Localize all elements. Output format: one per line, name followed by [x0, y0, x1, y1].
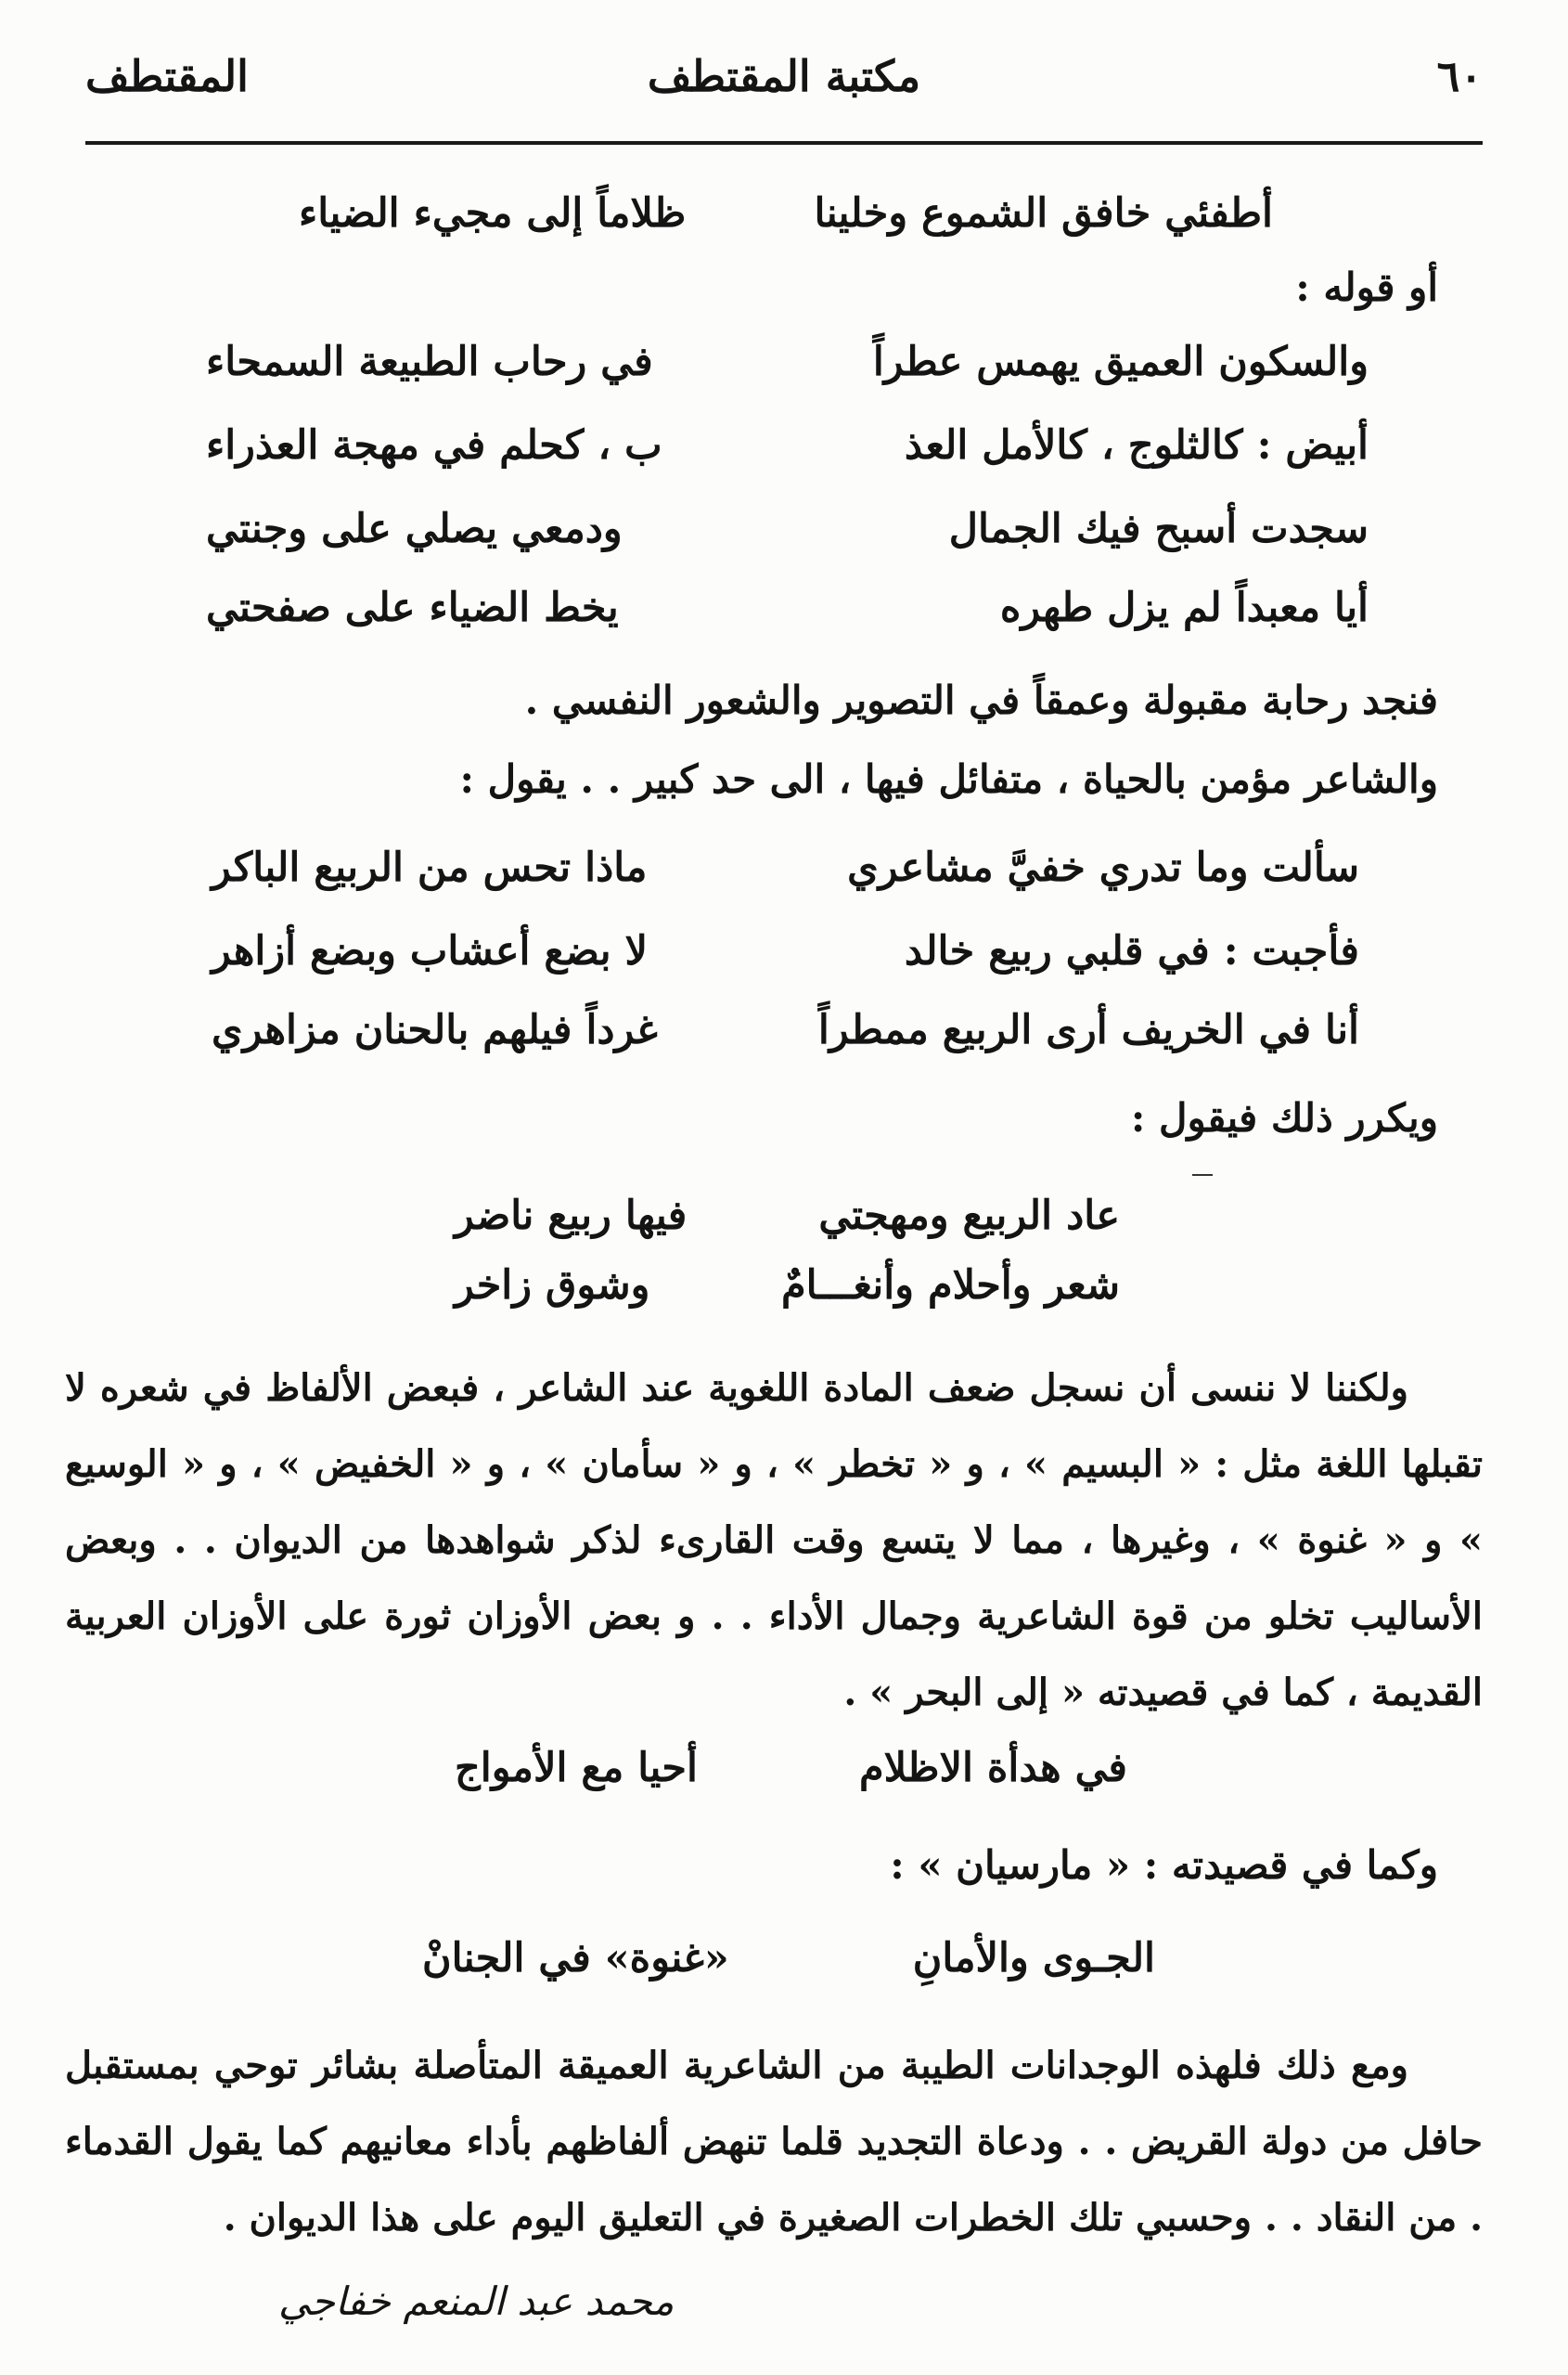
journal-name: المقتطف: [85, 51, 249, 101]
poem2-line1-first: سألت وما تدري خفيَّ مشاعري: [847, 845, 1359, 891]
poem3-line1-first: عاد الربيع ومهجتي: [818, 1193, 1120, 1239]
page-number: ٦٠: [1436, 51, 1483, 101]
poem2-line2-second: لا بضع أعشاب وبضع أزاهر: [212, 928, 649, 975]
intro-text: أو قوله :: [1295, 265, 1438, 310]
single-verse1-second: أحيا مع الأمواج: [455, 1745, 698, 1791]
poem2-line2-first: فأجبت : في قلبي ربيع خالد: [904, 928, 1359, 975]
single-verse2-second: «غنوة» في الجنانْ: [422, 1935, 729, 1981]
separator-mark: [1192, 1174, 1213, 1176]
verse-second-hemistich: ظلاماً إلى مجيء الضياء: [299, 190, 687, 237]
paragraph: وكما في قصيدته : « مارسيان » :: [890, 1842, 1438, 1888]
paragraph: فنجد رحابة مقبولة وعمقاً في التصوير والشعور النفسي .: [524, 678, 1438, 723]
single-verse2-first: الجـوى والأمانِ: [912, 1935, 1155, 1981]
poem1-line3-second: ودمعي يصلي على وجنتي: [206, 506, 623, 552]
poem2-line1-second: ماذا تحس من الربيع الباكر: [212, 845, 648, 891]
running-title: مكتبة المقتطف: [647, 51, 921, 101]
poem1-line2-second: ب ، كحلم في مهجة العذراء: [206, 422, 662, 469]
closing-paragraph: ومع ذلك فلهذه الوجدانات الطيبة من الشاعرية العميقة المتأصلة بشائر توحي بمستقبل حافل من دولة القريض . . ودعاة التجديد قلما تنهض ألفاظهم بأداء معانيهم كما يقول القدماء . من النقاد . . وحسبي تلك الخطرات الصغيرة في التعليق اليوم على هذا الديوان .: [65, 2044, 1483, 2239]
poem2-line3-second: غرداً فيلهم بالحنان مزاهري: [212, 1007, 658, 1053]
poem1-line4-first: أيا معبداً لم يزل طهره: [999, 585, 1369, 631]
single-verse1-first: في هدأة الاظلام: [858, 1745, 1127, 1791]
poem3-line2-first: شعر وأحلام وأنغـــامٌ: [781, 1262, 1120, 1309]
poem1-line1-second: في رحاب الطبيعة السمحاء: [206, 339, 653, 385]
poem2-line3-first: أنا في الخريف أرى الربيع ممطراً: [817, 1007, 1359, 1053]
page-header: [85, 51, 1483, 116]
verse-first-hemistich: أطفئي خافق الشموع وخلينا: [814, 190, 1273, 237]
paragraph: والشاعر مؤمن بالحياة ، متفائل فيها ، الى حد كبير . . يقول :: [459, 756, 1438, 802]
poem1-line2-first: أبيض : كالثلوج ، كالأمل العذ: [904, 422, 1369, 469]
paragraph: ويكرر ذلك فيقول :: [1130, 1095, 1438, 1141]
poem1-line4-second: يخط الضياء على صفحتي: [206, 585, 619, 631]
poem3-line2-second: وشوق زاخر: [455, 1262, 650, 1309]
poem1-line1-first: والسكون العميق يهمس عطراً: [872, 339, 1369, 385]
author-signature: محمد عبد المنعم خفاجي: [278, 2278, 675, 2324]
header-rule: [85, 141, 1483, 145]
poem3-line1-second: فيها ربيع ناضر: [455, 1193, 688, 1239]
poem1-line3-first: سجدت أسبح فيك الجمال: [948, 506, 1369, 552]
criticism-paragraph: ولكننا لا ننسى أن نسجل ضعف المادة اللغوية عند الشاعر ، فبعض الألفاظ في شعره لا تقبلها اللغة مثل : « البسيم » ، و « تخطر » ، و « سأمان » ، و « الخفيض » ، و « الوسيع » و « غنوة » ، وغيرها ، مما لا يتسع وقت القارىء لذكر شواهدها من الديوان . . وبعض الأساليب تخلو من قوة الشاعرية وجمال الأداء . . و بعض الأوزان ثورة على الأوزان العربية القديمة ، كما في قصيدته « إلى البحر » .: [65, 1366, 1483, 1714]
